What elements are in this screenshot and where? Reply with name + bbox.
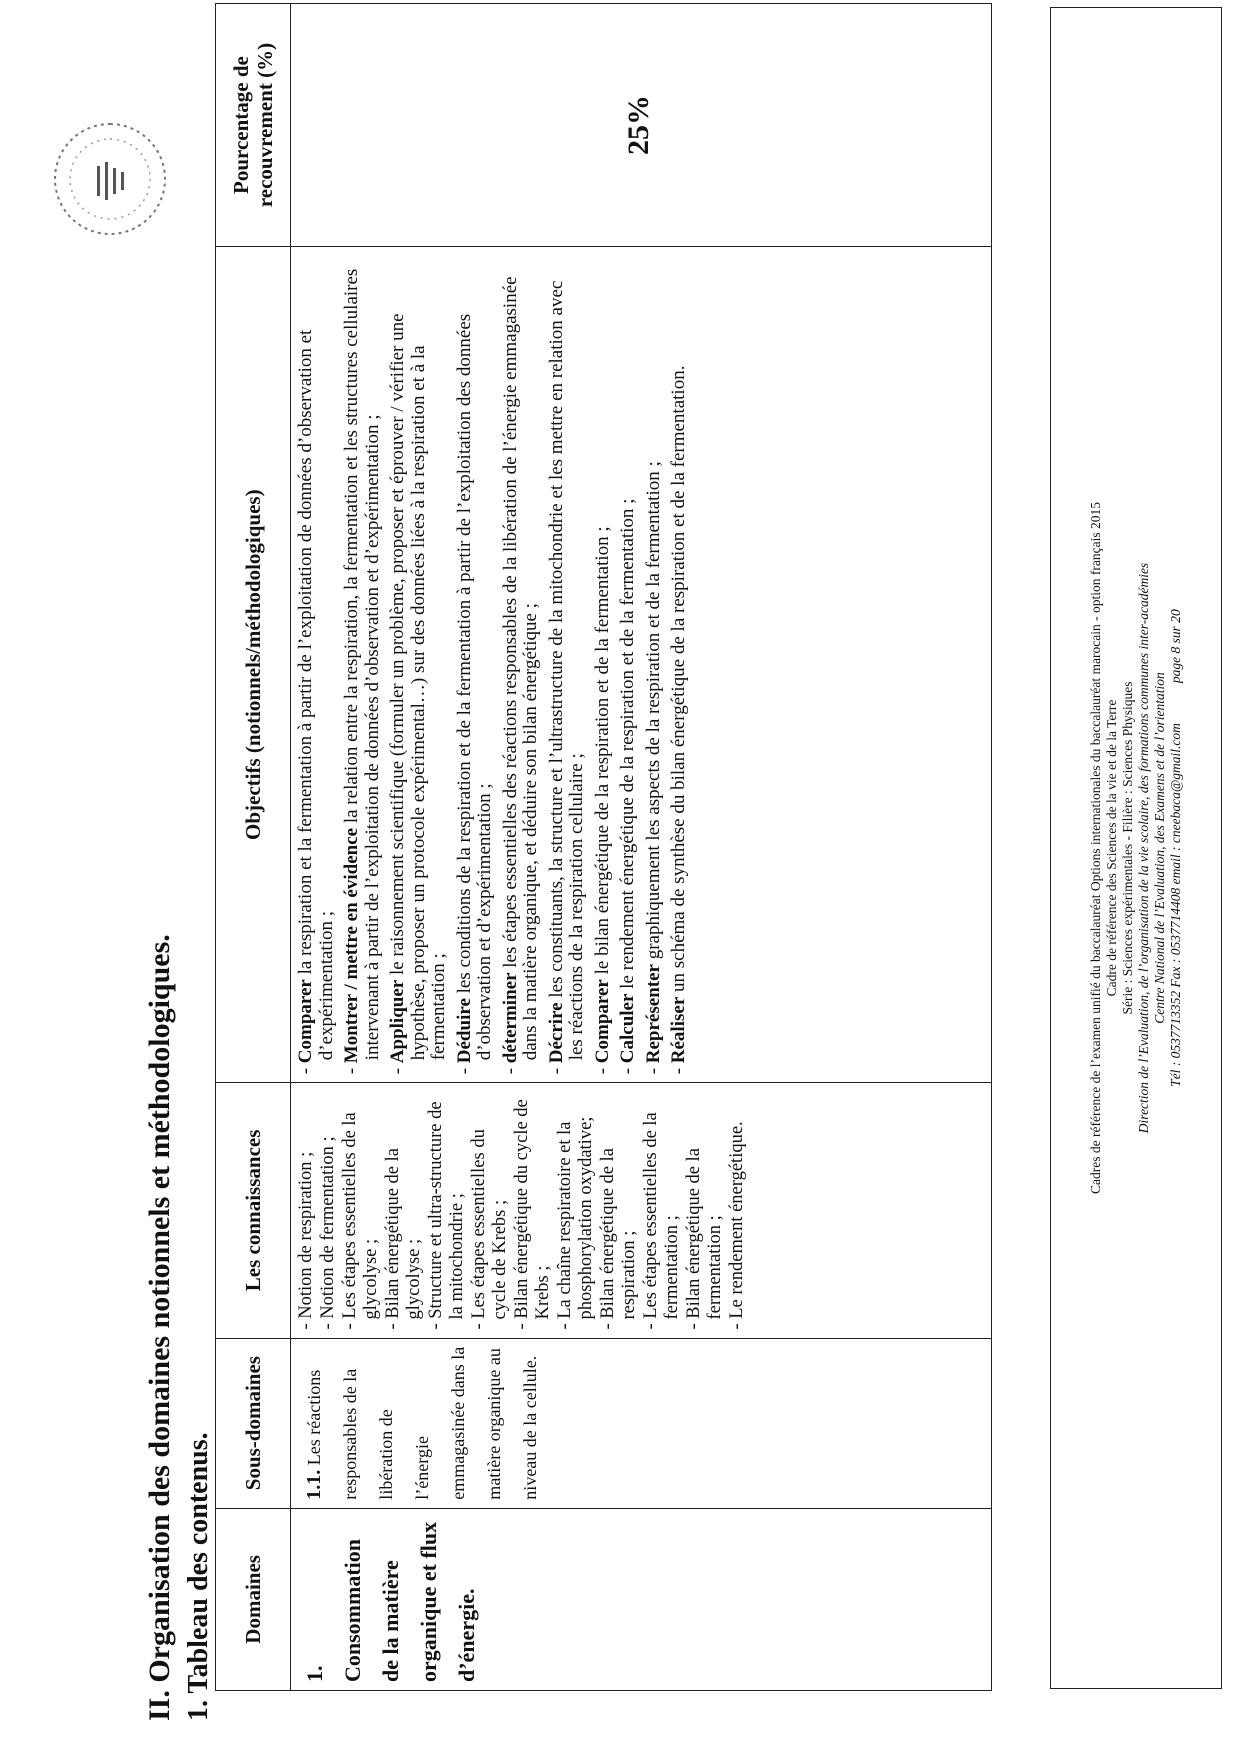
list-item: - Bilan énergétique du cycle de Krebs ;: [512, 1099, 553, 1330]
cell-domaine: [291, 1508, 992, 1690]
header-objectifs: Objectifs (notionnels/méthodologiques): [216, 247, 291, 1083]
list-item: - Calculer le rendement énergétique de la respiration et de la fermentation ;: [617, 498, 638, 1075]
footer-contact: Tél : 0537713352 Fax : 0537714408 email : cneebaca@gmail.com: [1168, 723, 1183, 1087]
footer-line-4: Direction de l’Evaluation, de l’organisation de la vie scolaire, des formations communes inter-académies: [1136, 562, 1151, 1134]
objectif-verb: Représenter: [642, 964, 664, 1064]
list-item: - Notion de respiration ;: [296, 1151, 316, 1330]
list-item: - Les étapes essentielles du cycle de Krebs ;: [469, 1129, 510, 1330]
list-item: - Bilan énergétique de la fermentation ;: [684, 1148, 725, 1330]
connaissances-list: [296, 1091, 748, 1329]
table-title: 1. Tableau des contenus.: [183, 1432, 214, 1721]
objectif-verb: Comparer: [295, 979, 316, 1064]
cell-sous-domaine: [291, 1338, 992, 1508]
objectif-verb: Déduire: [453, 998, 475, 1064]
domaine-number: 1.: [302, 1665, 327, 1682]
objectifs-list: [296, 255, 690, 1074]
sous-domaine-number: 1.1.: [303, 1469, 325, 1500]
objectif-text: les constituants, la structure et l’ultrastructure de la mitochondrie et les mettre en relation avec les réactions de la respiration cellulaire ;: [545, 280, 587, 1061]
header-pourcentage: Pourcentage de recouvrement (%): [216, 4, 291, 247]
section-heading: II. Organisation des domaines notionnels et méthodologiques.: [143, 934, 176, 1721]
list-item: - Le rendement énergétique.: [727, 1121, 747, 1330]
header-domaines: Domaines: [216, 1508, 291, 1690]
objectif-verb: Réaliser: [668, 996, 689, 1064]
list-item: - Structure et ultra-structure de la mitochondrie ;: [426, 1101, 467, 1330]
list-item: - Appliquer le raisonnement scientifique (formuler un problème, proposer et éprouver / vérifier une hypothèse, proposer un protocole expérimental…) sur des données liées à la respiration et à la fermentation ;: [387, 313, 449, 1075]
domaine-text: Consommation de la matière organique et flux d’énergie.: [340, 1521, 479, 1682]
objectif-verb: déterminer: [499, 972, 521, 1064]
sous-domaine-text: Les réactions responsables de la libération de l’énergie emmagasinée dans la matière organique au niveau de la cellule.: [304, 1346, 540, 1500]
list-item: - Les étapes essentielles de la glycolyse ;: [340, 1112, 381, 1330]
list-item: - Les étapes essentielles de la fermentation ;: [641, 1112, 682, 1330]
objectif-text: les conditions de la respiration et de la fermentation à partir de l’exploitation des données d’observation et d’expérimentation ;: [453, 313, 495, 1061]
list-item: - déterminer les étapes essentielles des réactions responsables de la libération de l’énergie emmagasinée dans la matière organique, et déduire son bilan énergétique ;: [499, 276, 541, 1075]
footer-line-5: Centre National de l’Evaluation, des Examens et de l’orientation: [1152, 672, 1167, 1024]
list-item: - Déduire les conditions de la respiration et de la fermentation à partir de l’exploitation des données d’observation et d’expérimentation ;: [453, 313, 495, 1075]
footer-line-1: Cadres de référence de l’examen unifié du baccalauréat Options internationales du baccalauréat marocain - option français 2015: [1088, 502, 1103, 1194]
objectif-text: la relation entre la respiration, la fermentation et les structures cellulaires intervenant à partir de l’exploitation de données d’observation et d’expérimentation ;: [341, 268, 383, 1061]
objectif-text: le raisonnement scientifique (formuler un problème, proposer et éprouver / vérifier une hypothèse, proposer un protocole expérimental…) sur des données liées à la respiration et à la fermentation ;: [387, 313, 449, 1061]
footer-contact-row: [1168, 609, 1184, 1087]
list-item: - Comparer le bilan énergétique de la respiration et de la fermentation ;: [591, 526, 613, 1075]
header-sous-domaines: Sous-domaines: [216, 1338, 291, 1508]
objectif-verb: Comparer: [591, 979, 613, 1064]
list-item: - Montrer / mettre en évidence la relation entre la respiration, la fermentation et les structures cellulaires intervenant à partir de l’exploitation de données d’observation et d’expérimentation ;: [341, 268, 383, 1075]
list-item: - Notion de fermentation ;: [318, 1136, 338, 1330]
objectif-text: les étapes essentielles des réactions responsables de la libération de l’énergie emmagasinée dans la matière organique, et déduire son bilan énergétique ;: [499, 276, 541, 1061]
list-item: - Décrire les constituants, la structure et l’ultrastructure de la mitochondrie et les mettre en relation avec les réactions de la respiration cellulaire ;: [545, 280, 587, 1075]
objectif-text: graphiquement les aspects de la respiration et de la fermentation ;: [642, 461, 664, 965]
list-item: - La chaîne respiratoire et la phosphorylation oxydative;: [555, 1116, 596, 1330]
objectif-verb: Montrer / mettre en évidence: [341, 827, 362, 1064]
objectif-text: la respiration et la fermentation à partir de l’exploitation de données d’observation et d’expérimentation ;: [295, 329, 337, 1061]
list-item: - Bilan énergétique de la glycolyse ;: [383, 1148, 424, 1330]
page-footer: [1050, 7, 1222, 1689]
pourcentage-value: 25%: [622, 95, 655, 156]
list-item: - Comparer la respiration et la fermentation à partir de l’exploitation de données d’observation et d’expérimentation ;: [295, 329, 337, 1075]
list-item: - Bilan énergétique de la respiration ;: [598, 1148, 639, 1330]
list-item: - Représenter graphiquement les aspects de la respiration et de la fermentation ;: [642, 461, 664, 1075]
official-stamp-icon: [45, 104, 175, 254]
objectif-text: le rendement énergétique de la respiration et de la fermentation ;: [617, 498, 638, 994]
cell-connaissances: [291, 1083, 992, 1338]
footer-line-2: Cadre de référence des Sciences de la vie et de la Terre: [1104, 699, 1119, 997]
cell-pourcentage: [291, 4, 992, 247]
objectif-text: le bilan énergétique de la respiration et de la fermentation ;: [591, 526, 613, 980]
cell-objectifs: [291, 247, 992, 1083]
objectif-verb: Calculer: [617, 993, 638, 1064]
objectif-verb: Décrire: [545, 1002, 567, 1064]
list-item: - Réaliser un schéma de synthèse du bilan énergétique de la respiration et de la fermentation.: [668, 365, 689, 1075]
table-header-row: [216, 4, 291, 1691]
objectif-text: un schéma de synthèse du bilan énergétique de la respiration et de la fermentation.: [668, 365, 689, 997]
contents-table: [215, 3, 992, 1691]
footer-line-3: Série : Sciences expérimentales - Filière : Sciences Physiques: [1120, 681, 1135, 1015]
table-row: [291, 4, 992, 1691]
header-connaissances: Les connaissances: [216, 1083, 291, 1338]
objectif-verb: Appliquer: [387, 979, 408, 1064]
footer-page-number: page 8 sur 20: [1168, 609, 1183, 684]
